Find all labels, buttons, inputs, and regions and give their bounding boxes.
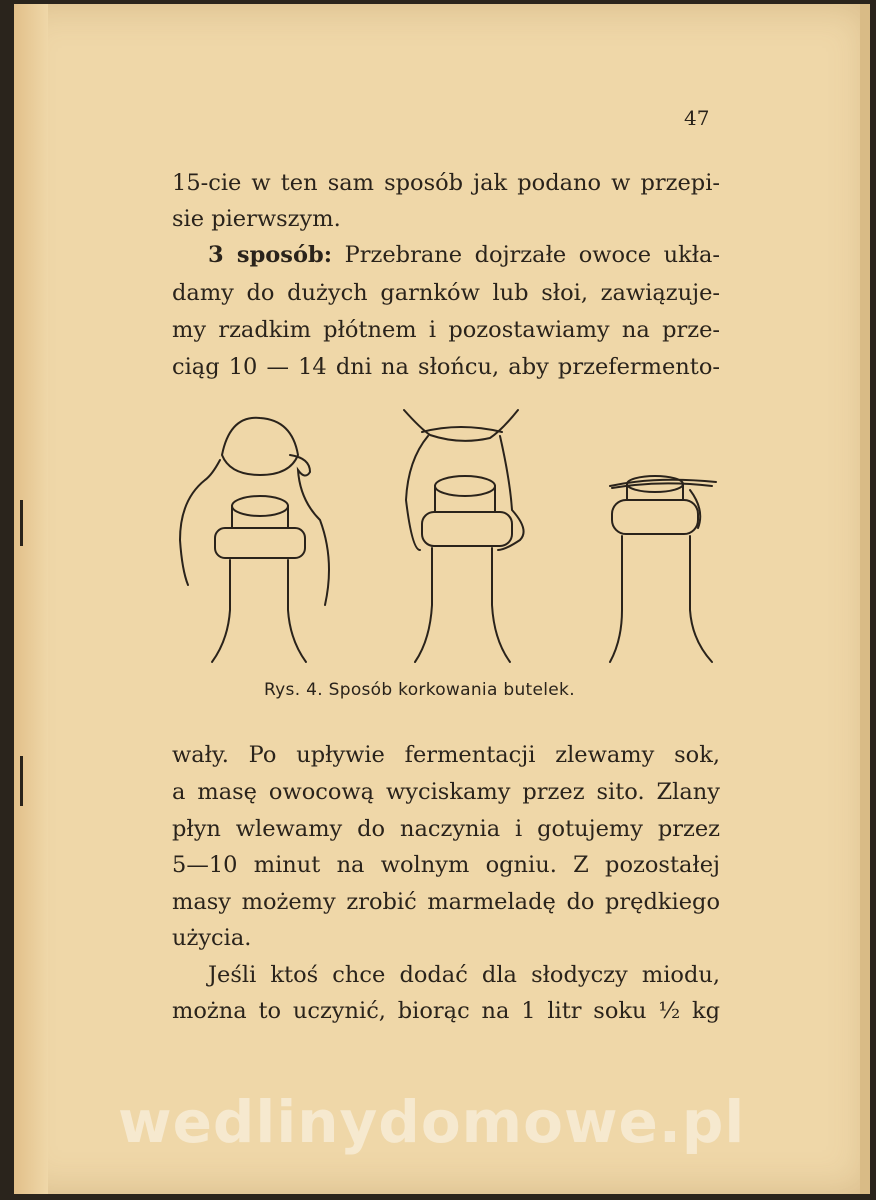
watermark: wedlinydomowe.pl <box>118 1088 746 1156</box>
figure-caption: Rys. 4. Sposób korkowania butelek. <box>264 680 575 700</box>
text-line: damy do dużych garnków lub słoi, zawiązuje- <box>172 280 720 306</box>
text-line: płyn wlewamy do naczynia i gotujemy przez <box>172 816 720 842</box>
text-line <box>208 242 720 268</box>
text-span: Przebrane dojrzałe owoce ukła- <box>344 242 721 268</box>
text-line: my rzadkim płótnem i pozostawiamy na prze- <box>172 317 720 343</box>
bottle-corking-illustration <box>160 400 740 670</box>
text-line: ciąg 10 — 14 dni na słońcu, aby przefermento- <box>172 354 720 380</box>
bottle-2 <box>404 410 524 662</box>
bottle-3 <box>610 476 716 662</box>
method-heading: 3 sposób: <box>208 242 333 268</box>
binding-mark <box>20 500 23 546</box>
text-line: sie pierwszym. <box>172 206 341 232</box>
page-number: 47 <box>684 106 710 130</box>
page-edge <box>860 4 870 1194</box>
text-line: 5—10 minut na wolnym ogniu. Z pozostałej <box>172 852 720 878</box>
text-line: masy możemy zrobić marmeladę do prędkiego <box>172 889 720 915</box>
binding-mark <box>20 756 23 806</box>
text-line: Jeśli ktoś chce dodać dla słodyczy miodu, <box>208 962 720 988</box>
text-line: wały. Po upływie fermentacji zlewamy sok, <box>172 742 720 768</box>
text-line: 15-cie w ten sam sposób jak podano w przepi- <box>172 170 720 196</box>
text-line: a masę owocową wyciskamy przez sito. Zlany <box>172 779 720 805</box>
bottle-1 <box>180 418 329 662</box>
page-gutter <box>14 4 48 1194</box>
text-line: można to uczynić, biorąc na 1 litr soku ½ kg <box>172 998 720 1024</box>
text-line: użycia. <box>172 925 252 951</box>
